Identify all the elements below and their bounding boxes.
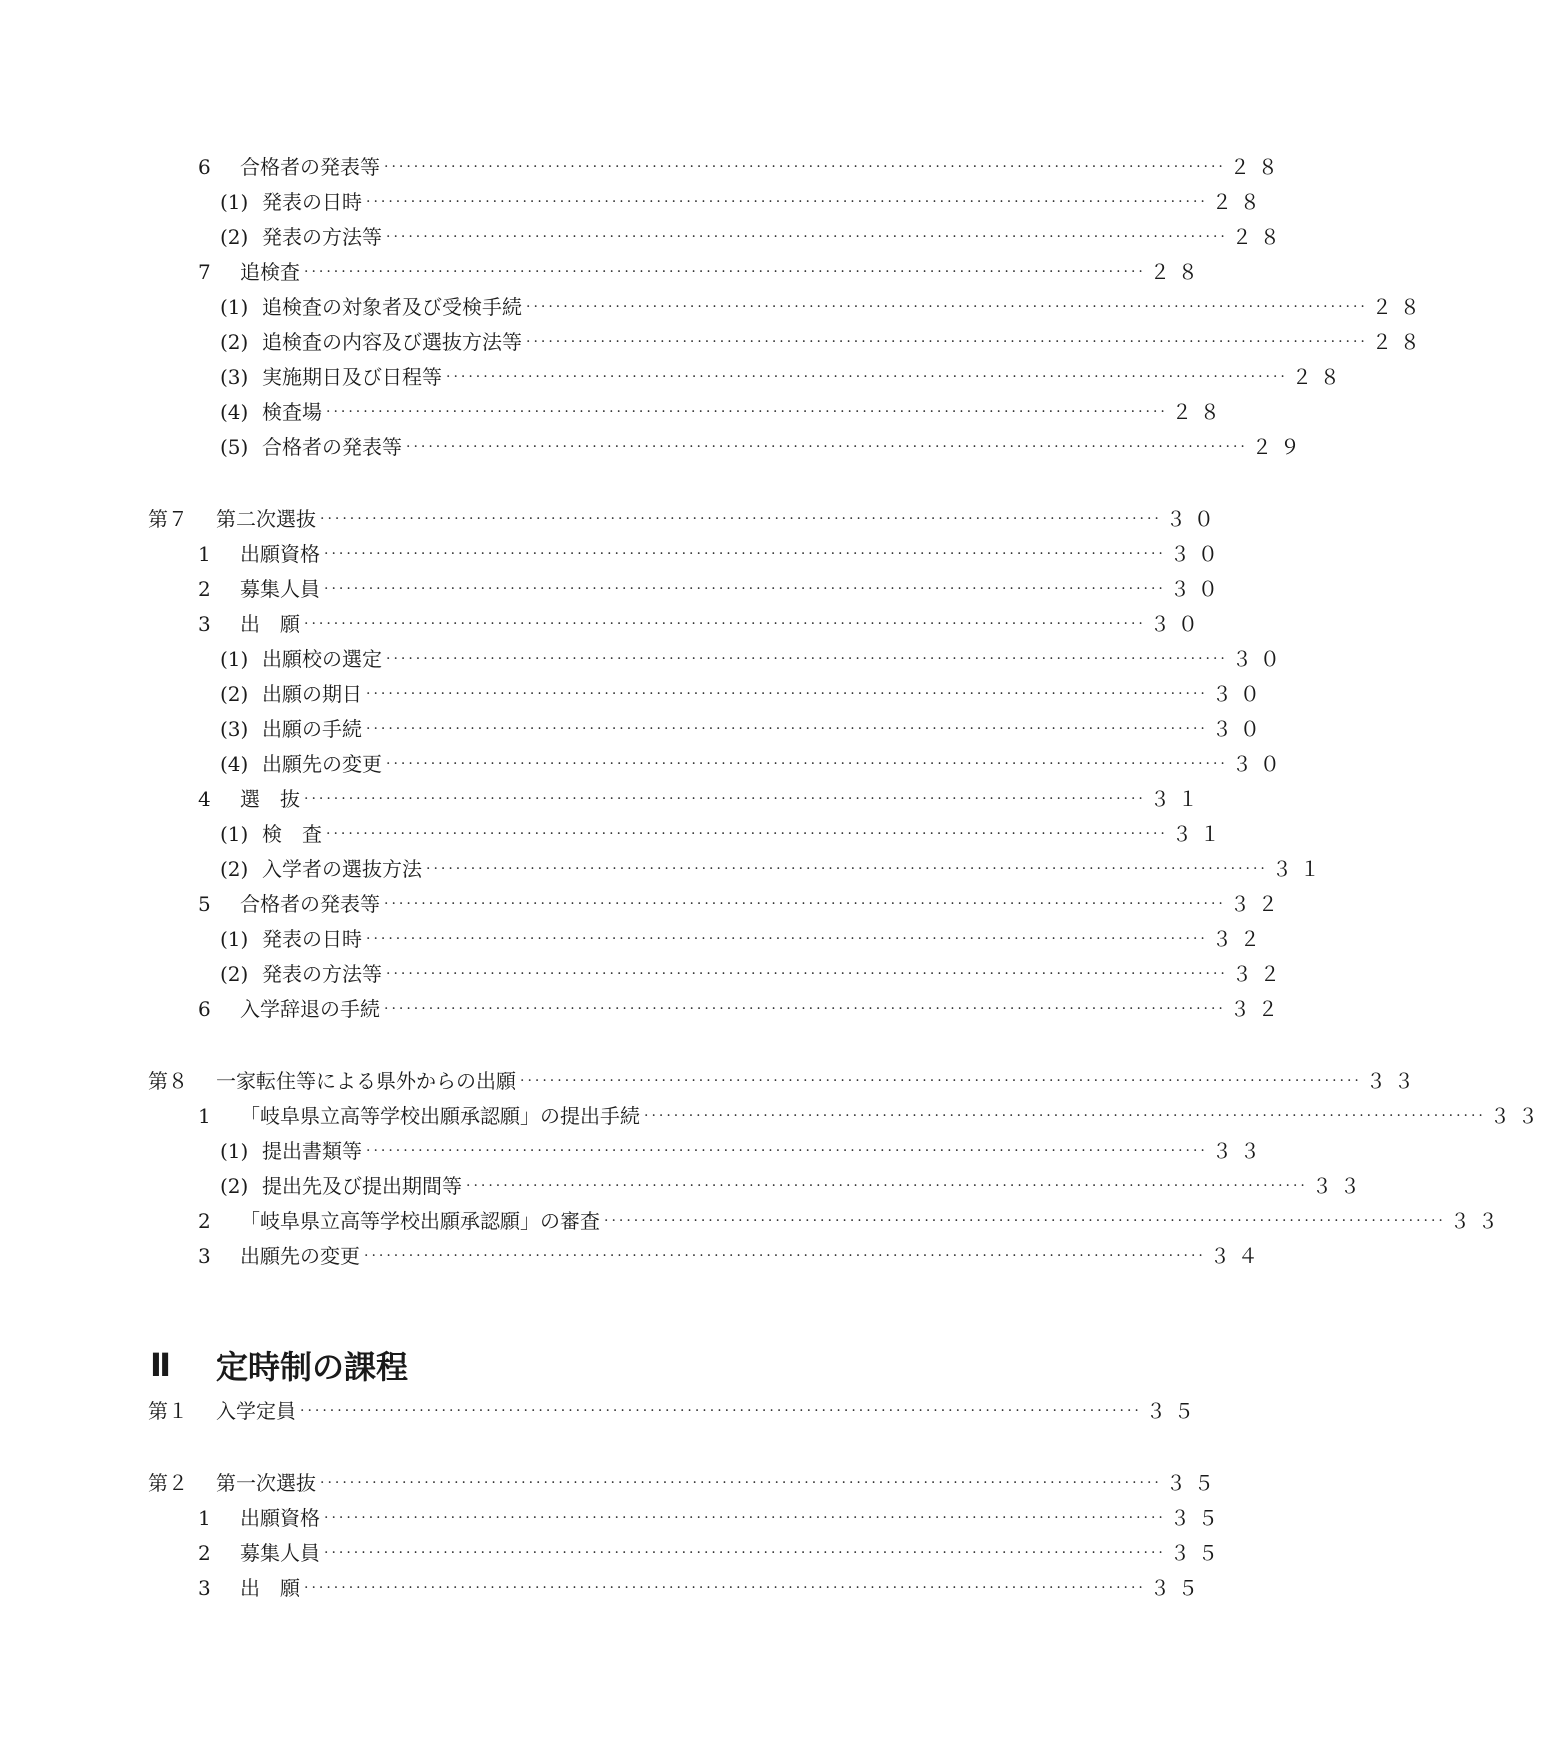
entry-number: (2) [220,962,249,986]
entry-number: (4) [220,752,249,776]
entry-page: ３５ [1169,1506,1226,1530]
toc-entry [220,677,1268,711]
entry-title: 実施期日及び日程等 [262,365,442,389]
toc-section-entry [148,1064,1422,1098]
entry-title: 選 抜 [240,787,300,811]
entry-number: (1) [220,295,249,319]
entry-title: 募集人員 [240,1541,320,1565]
dot-leader: ················································································································· [426,861,1268,877]
entry-page: ２８ [1231,225,1288,249]
entry-number: (1) [220,822,249,846]
dot-leader: ················································································································· [320,511,1162,527]
dot-leader: ················································································································· [604,1213,1446,1229]
entry-title: 出願の手続 [262,717,362,741]
dot-leader: ················································································································· [320,1475,1162,1491]
toc-entry [198,572,1226,606]
dot-leader: ················································································································· [304,1580,1146,1596]
entry-title: 出 願 [240,1576,300,1600]
entry-page: ２８ [1291,365,1348,389]
dot-leader: ················································································································· [366,1143,1208,1159]
entry-title: 入学者の選抜方法 [262,857,422,881]
entry-number: 2 [198,577,211,601]
toc-entry [220,642,1288,676]
dot-leader: ················································································································· [386,651,1228,667]
toc-entry [198,887,1286,921]
entry-number: (2) [220,330,249,354]
part-numeral: Ⅱ [150,1346,172,1384]
toc-entry [198,537,1226,571]
toc-entry [220,360,1348,394]
entry-page: ３０ [1231,647,1288,671]
entry-page: ３０ [1149,612,1206,636]
entry-title: 第二次選抜 [216,507,316,531]
section-number: 第１ [148,1399,188,1423]
entry-number: (1) [220,1139,249,1163]
entry-number: (2) [220,225,249,249]
entry-title: 「岐阜県立高等学校出願承認願」の提出手続 [240,1104,640,1128]
dot-leader: ················································································································· [324,581,1166,597]
toc-section-entry [148,1394,1202,1428]
toc-entry [198,255,1206,289]
toc-entry [220,817,1228,851]
entry-page: ３１ [1171,822,1228,846]
entry-title: 出願先の変更 [240,1244,360,1268]
toc-entry [220,747,1288,781]
entry-number: 3 [198,1576,211,1600]
dot-leader: ················································································································· [326,826,1168,842]
entry-page: ３３ [1311,1174,1368,1198]
toc-entry [220,220,1288,254]
entry-number: 6 [198,155,211,179]
entry-number: (4) [220,400,249,424]
toc-entry [220,290,1428,324]
part-title: 定時制の課程 [216,1348,409,1386]
entry-page: ３３ [1489,1104,1546,1128]
toc-entry [198,1099,1546,1133]
toc-section-entry [148,1466,1222,1500]
toc-entry [220,395,1228,429]
entry-title: 追検査の対象者及び受検手続 [262,295,522,319]
entry-title: 合格者の発表等 [240,892,380,916]
entry-title: 出願資格 [240,1506,320,1530]
dot-leader: ················································································································· [520,1073,1362,1089]
entry-page: ３０ [1231,752,1288,776]
toc-entry [198,1239,1266,1273]
entry-title: 「岐阜県立高等学校出願承認願」の審査 [240,1209,600,1233]
entry-title: 発表の日時 [262,927,362,951]
entry-page: ３０ [1211,717,1268,741]
section-number: 第２ [148,1471,188,1495]
entry-page: ３２ [1229,997,1286,1021]
entry-number: (1) [220,927,249,951]
entry-number: 2 [198,1209,211,1233]
entry-number: 6 [198,997,211,1021]
dot-leader: ················································································································· [526,299,1368,315]
dot-leader: ················································································································· [384,1001,1226,1017]
section-number: 第８ [148,1069,188,1093]
entry-page: ３０ [1169,577,1226,601]
dot-leader: ················································································································· [324,1545,1166,1561]
dot-leader: ················································································································· [386,756,1228,772]
section-number: 第７ [148,507,188,531]
entry-title: 提出先及び提出期間等 [262,1174,462,1198]
dot-leader: ················································································································· [384,159,1226,175]
toc-entry [220,1169,1368,1203]
entry-page: ３３ [1449,1209,1506,1233]
entry-page: ３１ [1271,857,1328,881]
toc-entry [220,185,1268,219]
dot-leader: ················································································································· [386,229,1228,245]
entry-title: 出願校の選定 [262,647,382,671]
dot-leader: ················································································································· [304,616,1146,632]
dot-leader: ················································································································· [466,1178,1308,1194]
dot-leader: ················································································································· [526,334,1368,350]
entry-page: ２８ [1211,190,1268,214]
entry-title: 出願先の変更 [262,752,382,776]
entry-page: ３３ [1211,1139,1268,1163]
dot-leader: ················································································································· [366,721,1208,737]
toc-entry [198,992,1286,1026]
entry-number: (5) [220,435,249,459]
toc-entry [220,957,1288,991]
entry-title: 追検査 [240,260,300,284]
dot-leader: ················································································································· [324,1510,1166,1526]
entry-page: ３０ [1165,507,1222,531]
entry-number: 3 [198,612,211,636]
entry-number: (3) [220,717,249,741]
entry-page: ２８ [1229,155,1286,179]
dot-leader: ················································································································· [300,1403,1142,1419]
entry-title: 出 願 [240,612,300,636]
toc-entry [220,922,1268,956]
entry-title: 募集人員 [240,577,320,601]
entry-title: 入学定員 [216,1399,296,1423]
entry-page: ３０ [1169,542,1226,566]
dot-leader: ················································································································· [324,546,1166,562]
entry-page: ２９ [1251,435,1308,459]
entry-number: (2) [220,857,249,881]
entry-title: 出願資格 [240,542,320,566]
toc-entry [198,1536,1226,1570]
dot-leader: ················································································································· [366,686,1208,702]
entry-number: 1 [198,1506,211,1530]
toc-entry [220,430,1308,464]
entry-number: 5 [198,892,211,916]
dot-leader: ················································································································· [384,896,1226,912]
dot-leader: ················································································································· [644,1108,1486,1124]
dot-leader: ················································································································· [386,966,1228,982]
dot-leader: ················································································································· [304,791,1146,807]
entry-title: 検 査 [262,822,322,846]
entry-number: 1 [198,542,211,566]
entry-title: 発表の日時 [262,190,362,214]
entry-title: 出願の期日 [262,682,362,706]
entry-number: 7 [198,260,211,284]
toc-entry [198,607,1206,641]
entry-page: ２８ [1371,295,1428,319]
toc-entry [220,852,1328,886]
entry-number: 2 [198,1541,211,1565]
entry-page: ３０ [1211,682,1268,706]
entry-page: ３２ [1211,927,1268,951]
entry-title: 検査場 [262,400,322,424]
entry-page: ３３ [1365,1069,1422,1093]
dot-leader: ················································································································· [406,439,1248,455]
toc-entry [220,712,1268,746]
entry-title: 提出書類等 [262,1139,362,1163]
entry-page: ３５ [1165,1471,1222,1495]
entry-number: (1) [220,190,249,214]
entry-number: (3) [220,365,249,389]
toc-section-entry [148,502,1222,536]
entry-number: (1) [220,647,249,671]
entry-page: ２８ [1171,400,1228,424]
entry-page: ２８ [1149,260,1206,284]
entry-page: ３４ [1209,1244,1266,1268]
entry-title: 発表の方法等 [262,962,382,986]
dot-leader: ················································································································· [326,404,1168,420]
toc-entry [198,782,1206,816]
dot-leader: ················································································································· [304,264,1146,280]
dot-leader: ················································································································· [366,931,1208,947]
part-heading [150,1340,408,1390]
entry-title: 入学辞退の手続 [240,997,380,1021]
entry-title: 合格者の発表等 [262,435,402,459]
entry-page: ３５ [1149,1576,1206,1600]
toc-entry [220,325,1428,359]
entry-page: ２８ [1371,330,1428,354]
dot-leader: ················································································································· [364,1248,1206,1264]
entry-page: ３２ [1229,892,1286,916]
entry-title: 第一次選抜 [216,1471,316,1495]
entry-number: 4 [198,787,211,811]
entry-page: ３２ [1231,962,1288,986]
toc-entry [220,1134,1268,1168]
entry-title: 発表の方法等 [262,225,382,249]
entry-page: ３５ [1145,1399,1202,1423]
toc-entry [198,1204,1506,1238]
toc-entry [198,150,1286,184]
entry-number: 3 [198,1244,211,1268]
entry-number: (2) [220,1174,249,1198]
dot-leader: ················································································································· [366,194,1208,210]
entry-number: 1 [198,1104,211,1128]
entry-title: 合格者の発表等 [240,155,380,179]
entry-number: (2) [220,682,249,706]
entry-title: 追検査の内容及び選抜方法等 [262,330,522,354]
dot-leader: ················································································································· [446,369,1288,385]
entry-page: ３１ [1149,787,1206,811]
entry-page: ３５ [1169,1541,1226,1565]
entry-title: 一家転住等による県外からの出願 [216,1069,516,1093]
toc-entry [198,1501,1226,1535]
toc-entry [198,1571,1206,1605]
